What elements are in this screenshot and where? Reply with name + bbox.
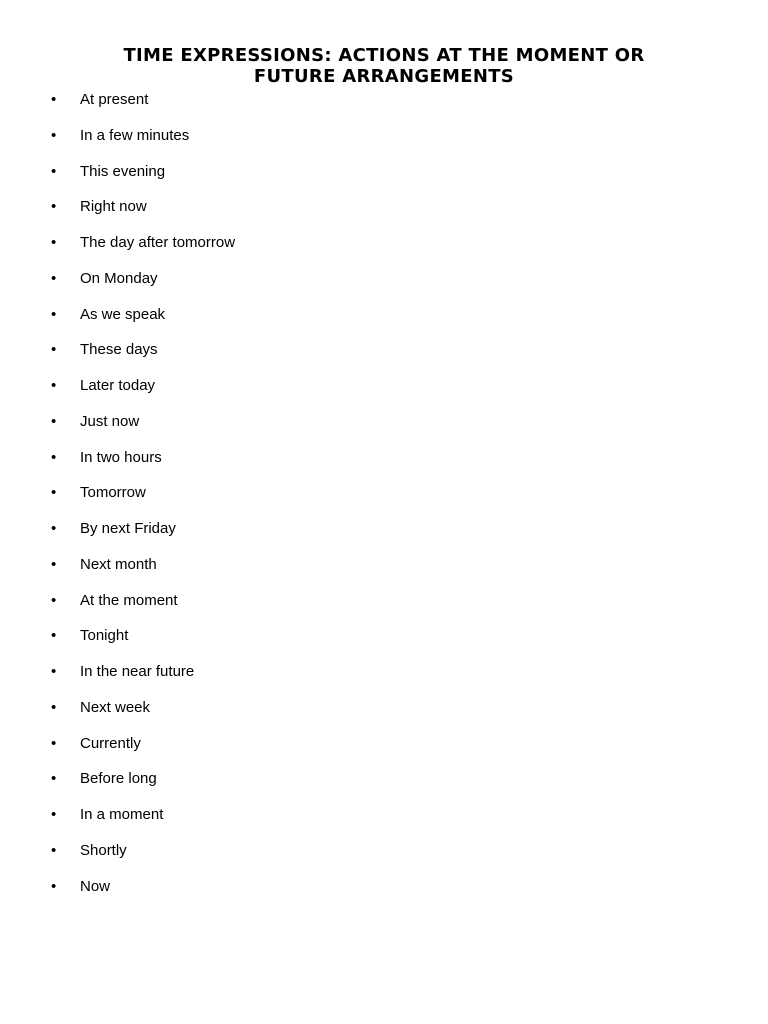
- list-item-text: Shortly: [80, 841, 127, 859]
- bullet-icon: •: [51, 234, 57, 251]
- bullet-icon: •: [51, 198, 57, 216]
- list-item-text: This evening: [80, 162, 166, 180]
- list-item-text: Now: [80, 877, 111, 895]
- list-item: [0, 516, 768, 552]
- bullet-icon: •: [51, 412, 57, 430]
- title-line-1: TIME EXPRESSIONS: ACTIONS AT THE MOMENT OR: [123, 45, 645, 66]
- bullet-icon: •: [51, 162, 57, 180]
- list-item-text: In two hours: [80, 448, 162, 466]
- list-item: [0, 480, 768, 516]
- list-item-text: As we speak: [80, 305, 166, 323]
- list-item-text: These days: [80, 341, 158, 359]
- bullet-icon: •: [51, 841, 57, 859]
- list-item: [0, 266, 768, 302]
- list-item: [0, 87, 768, 123]
- list-item: [0, 123, 768, 159]
- bullet-icon: •: [51, 877, 57, 895]
- bullet-icon: •: [51, 591, 57, 609]
- bullet-icon: •: [51, 341, 57, 359]
- list-item: [0, 552, 768, 588]
- list-item-text: Right now: [80, 198, 147, 216]
- list-item: [0, 409, 768, 445]
- bullet-icon: •: [51, 520, 57, 537]
- list-item: [0, 445, 768, 481]
- list-item: [0, 588, 768, 624]
- list-item: [0, 766, 768, 802]
- list-item-text: Just now: [80, 412, 140, 430]
- bullet-icon: •: [51, 698, 57, 716]
- list-item: [0, 874, 768, 910]
- list-item: [0, 695, 768, 731]
- list-item: [0, 659, 768, 695]
- list-item: [0, 302, 768, 338]
- list-item: [0, 159, 768, 195]
- list-item-text: Next week: [80, 698, 151, 716]
- title-line-2: FUTURE ARRANGEMENTS: [253, 66, 515, 87]
- bullet-icon: •: [51, 91, 57, 108]
- bullet-icon: •: [51, 627, 57, 645]
- list-item: [0, 838, 768, 874]
- list-item-text: By next Friday: [80, 520, 176, 537]
- list-item-text: Tomorrow: [80, 484, 146, 502]
- list-item-text: The day after tomorrow: [80, 234, 236, 251]
- list-item-text: In the near future: [80, 663, 195, 680]
- bullet-icon: •: [51, 734, 57, 752]
- list-item: [0, 337, 768, 373]
- list-item-text: In a moment: [80, 806, 164, 823]
- list-item: [0, 230, 768, 266]
- bullet-icon: •: [51, 663, 57, 680]
- bullet-icon: •: [51, 555, 57, 573]
- list-item-text: In a few minutes: [80, 126, 190, 144]
- list-item-text: At present: [80, 91, 149, 108]
- bullet-icon: •: [51, 377, 57, 394]
- list-item-text: Later today: [80, 377, 156, 394]
- bullet-icon: •: [51, 806, 57, 823]
- list-item: [0, 194, 768, 230]
- list-item: [0, 623, 768, 659]
- bullet-icon: •: [51, 770, 57, 788]
- list-item-text: On Monday: [80, 269, 158, 287]
- list-item: [0, 373, 768, 409]
- list-item-text: Before long: [80, 770, 157, 788]
- page-title: [0, 45, 768, 87]
- list-item-text: Currently: [80, 734, 141, 752]
- list-item: [0, 731, 768, 767]
- time-expressions-list: [0, 87, 768, 909]
- list-item-text: Tonight: [80, 627, 129, 645]
- bullet-icon: •: [51, 269, 57, 287]
- bullet-icon: •: [51, 126, 57, 144]
- list-item: [0, 802, 768, 838]
- bullet-icon: •: [51, 448, 57, 466]
- bullet-icon: •: [51, 305, 57, 323]
- bullet-icon: •: [51, 484, 57, 502]
- list-item-text: Next month: [80, 555, 157, 573]
- list-item-text: At the moment: [80, 591, 178, 609]
